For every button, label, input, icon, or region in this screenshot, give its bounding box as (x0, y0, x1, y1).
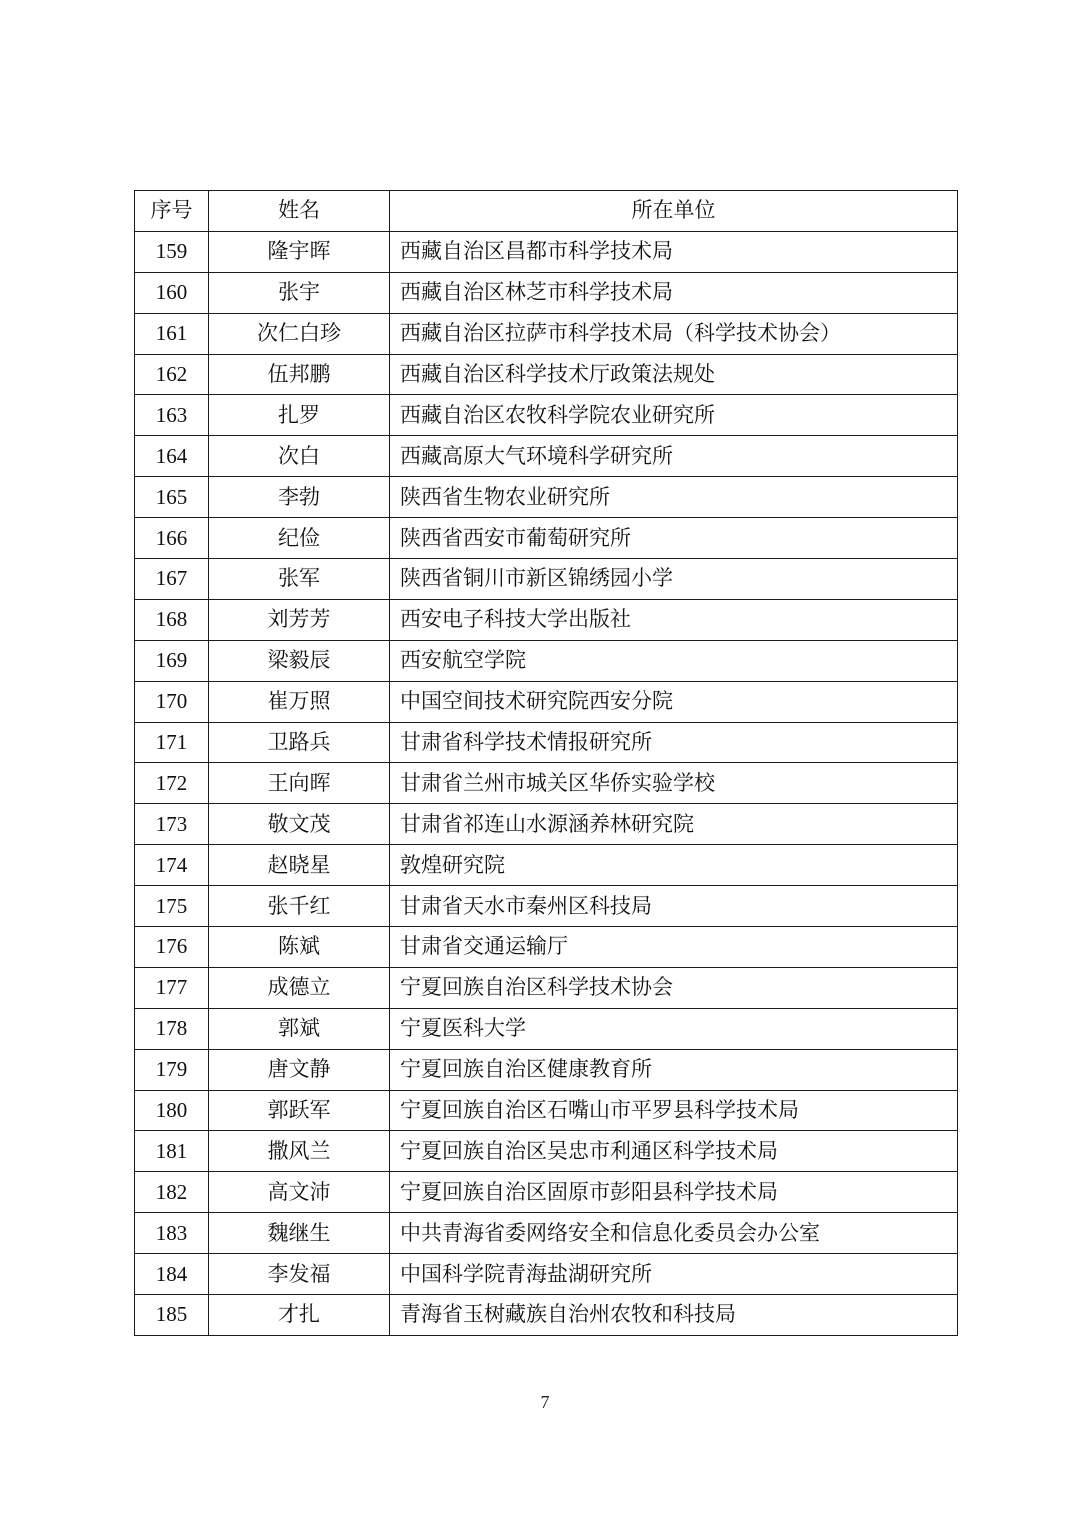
row-name: 才扎 (209, 1295, 390, 1336)
row-organization: 西藏自治区林芝市科学技术局 (390, 272, 958, 313)
row-name: 次白 (209, 436, 390, 477)
row-name: 陈斌 (209, 927, 390, 968)
table-row (135, 1131, 958, 1172)
row-number: 174 (135, 845, 209, 886)
row-organization: 敦煌研究院 (390, 845, 958, 886)
row-number: 173 (135, 804, 209, 845)
row-number: 185 (135, 1295, 209, 1336)
row-organization: 宁夏医科大学 (390, 1008, 958, 1049)
row-name: 刘芳芳 (209, 599, 390, 640)
row-number: 168 (135, 599, 209, 640)
table-row (135, 313, 958, 354)
header-number: 序号 (135, 191, 209, 232)
row-organization: 宁夏回族自治区吴忠市利通区科学技术局 (390, 1131, 958, 1172)
row-name: 次仁白珍 (209, 313, 390, 354)
row-organization: 宁夏回族自治区健康教育所 (390, 1049, 958, 1090)
row-organization: 甘肃省天水市秦州区科技局 (390, 886, 958, 927)
header-row (135, 191, 958, 232)
row-name: 赵晓星 (209, 845, 390, 886)
row-organization: 宁夏回族自治区石嘴山市平罗县科学技术局 (390, 1090, 958, 1131)
table-row (135, 231, 958, 272)
row-organization: 中共青海省委网络安全和信息化委员会办公室 (390, 1213, 958, 1254)
row-number: 163 (135, 395, 209, 436)
table-row (135, 1295, 958, 1336)
row-organization: 西藏自治区科学技术厅政策法规处 (390, 354, 958, 395)
table-row (135, 354, 958, 395)
table-row (135, 559, 958, 600)
table-row (135, 436, 958, 477)
table-row (135, 395, 958, 436)
table-row (135, 1213, 958, 1254)
table-row (135, 886, 958, 927)
row-number: 164 (135, 436, 209, 477)
row-number: 161 (135, 313, 209, 354)
table-row (135, 763, 958, 804)
row-organization: 中国空间技术研究院西安分院 (390, 681, 958, 722)
page-number: 7 (540, 1392, 550, 1412)
row-organization: 陕西省生物农业研究所 (390, 477, 958, 518)
row-number: 165 (135, 477, 209, 518)
roster-table (134, 190, 958, 1336)
row-organization: 西藏高原大气环境科学研究所 (390, 436, 958, 477)
row-name: 成德立 (209, 967, 390, 1008)
row-name: 唐文静 (209, 1049, 390, 1090)
row-organization: 陕西省西安市葡萄研究所 (390, 518, 958, 559)
row-number: 169 (135, 640, 209, 681)
table-row (135, 477, 958, 518)
row-number: 172 (135, 763, 209, 804)
row-number: 184 (135, 1254, 209, 1295)
table-row (135, 518, 958, 559)
row-name: 撒风兰 (209, 1131, 390, 1172)
row-name: 高文沛 (209, 1172, 390, 1213)
header-organization: 所在单位 (390, 191, 958, 232)
row-name: 王向晖 (209, 763, 390, 804)
row-name: 魏继生 (209, 1213, 390, 1254)
table-row (135, 1008, 958, 1049)
row-name: 张军 (209, 559, 390, 600)
table-row (135, 681, 958, 722)
row-organization: 中国科学院青海盐湖研究所 (390, 1254, 958, 1295)
row-name: 李发福 (209, 1254, 390, 1295)
row-organization: 西藏自治区农牧科学院农业研究所 (390, 395, 958, 436)
row-organization: 甘肃省科学技术情报研究所 (390, 722, 958, 763)
row-name: 卫路兵 (209, 722, 390, 763)
row-number: 179 (135, 1049, 209, 1090)
row-organization: 宁夏回族自治区固原市彭阳县科学技术局 (390, 1172, 958, 1213)
row-organization: 西安航空学院 (390, 640, 958, 681)
table-row (135, 1090, 958, 1131)
row-name: 张千红 (209, 886, 390, 927)
row-organization: 西安电子科技大学出版社 (390, 599, 958, 640)
row-organization: 甘肃省兰州市城关区华侨实验学校 (390, 763, 958, 804)
header-name: 姓名 (209, 191, 390, 232)
row-number: 178 (135, 1008, 209, 1049)
table-row (135, 927, 958, 968)
row-organization: 青海省玉树藏族自治州农牧和科技局 (390, 1295, 958, 1336)
row-name: 张宇 (209, 272, 390, 313)
row-organization: 西藏自治区昌都市科学技术局 (390, 231, 958, 272)
row-number: 180 (135, 1090, 209, 1131)
row-number: 171 (135, 722, 209, 763)
row-number: 176 (135, 927, 209, 968)
table-row (135, 804, 958, 845)
table-body (135, 231, 958, 1335)
row-name: 郭斌 (209, 1008, 390, 1049)
row-organization: 甘肃省交通运输厅 (390, 927, 958, 968)
table-row (135, 599, 958, 640)
table-row (135, 722, 958, 763)
row-name: 崔万照 (209, 681, 390, 722)
table-header (135, 191, 958, 232)
row-name: 梁毅辰 (209, 640, 390, 681)
table-row (135, 1254, 958, 1295)
row-number: 159 (135, 231, 209, 272)
table-row (135, 1172, 958, 1213)
row-name: 纪俭 (209, 518, 390, 559)
row-name: 隆宇晖 (209, 231, 390, 272)
row-number: 182 (135, 1172, 209, 1213)
table-row (135, 967, 958, 1008)
row-number: 175 (135, 886, 209, 927)
table-row (135, 640, 958, 681)
row-number: 160 (135, 272, 209, 313)
row-number: 162 (135, 354, 209, 395)
row-number: 181 (135, 1131, 209, 1172)
row-organization: 西藏自治区拉萨市科学技术局（科学技术协会） (390, 313, 958, 354)
row-number: 170 (135, 681, 209, 722)
row-number: 183 (135, 1213, 209, 1254)
row-name: 李勃 (209, 477, 390, 518)
row-organization: 宁夏回族自治区科学技术协会 (390, 967, 958, 1008)
row-name: 郭跃军 (209, 1090, 390, 1131)
row-number: 177 (135, 967, 209, 1008)
table-row (135, 1049, 958, 1090)
row-number: 167 (135, 559, 209, 600)
row-name: 伍邦鹏 (209, 354, 390, 395)
table-row (135, 272, 958, 313)
row-organization: 陕西省铜川市新区锦绣园小学 (390, 559, 958, 600)
row-name: 敬文茂 (209, 804, 390, 845)
row-name: 扎罗 (209, 395, 390, 436)
row-number: 166 (135, 518, 209, 559)
table-row (135, 845, 958, 886)
row-organization: 甘肃省祁连山水源涵养林研究院 (390, 804, 958, 845)
